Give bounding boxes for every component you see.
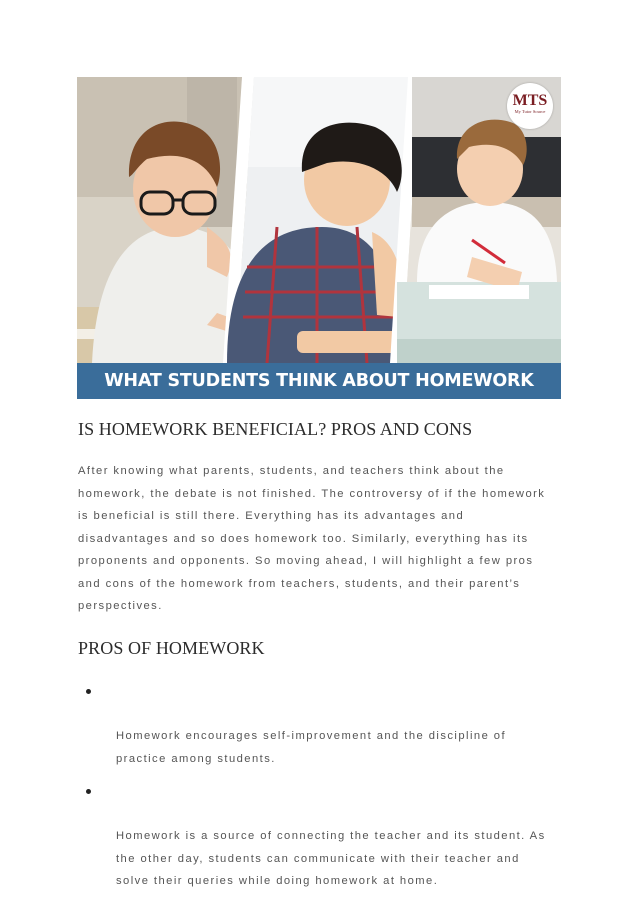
list-item-text: Homework is a source of connecting the teacher and its student. As the other day, students can communicate with their teacher and solve their queries while doing homework at home.	[116, 830, 546, 887]
brand-logo	[507, 83, 553, 129]
intro-paragraph: After knowing what parents, students, and teachers think about the homework, the debate is not finished. The controversy of if the homework is beneficial is still there. Everything has its advantages and disadvantages and so does homework too. Similarly, everything has its proponents and opponents. So moving ahead, I will highlight a few pros and cons of the homework from teachers, students, and their parent’s perspectives.	[78, 465, 546, 612]
section-heading-pros: PROS OF HOMEWORK	[78, 638, 265, 658]
pros-list	[78, 680, 562, 903]
bullet-icon	[86, 689, 91, 694]
logo-mark: MTS	[512, 92, 548, 109]
section-heading-pros-cons: IS HOMEWORK BENEFICIAL? PROS AND CONS	[78, 419, 473, 439]
students-photo-collage	[77, 77, 561, 399]
list-item-text: Homework encourages self-improvement and the discipline of practice among students.	[116, 730, 507, 765]
list-item	[78, 680, 562, 770]
list-item	[78, 780, 562, 893]
banner-caption: WHAT STUDENTS THINK ABOUT HOMEWORK	[77, 363, 561, 399]
logo-subtitle: My Tutor Source	[514, 109, 546, 114]
bullet-icon	[86, 789, 91, 794]
banner-image	[77, 77, 561, 399]
